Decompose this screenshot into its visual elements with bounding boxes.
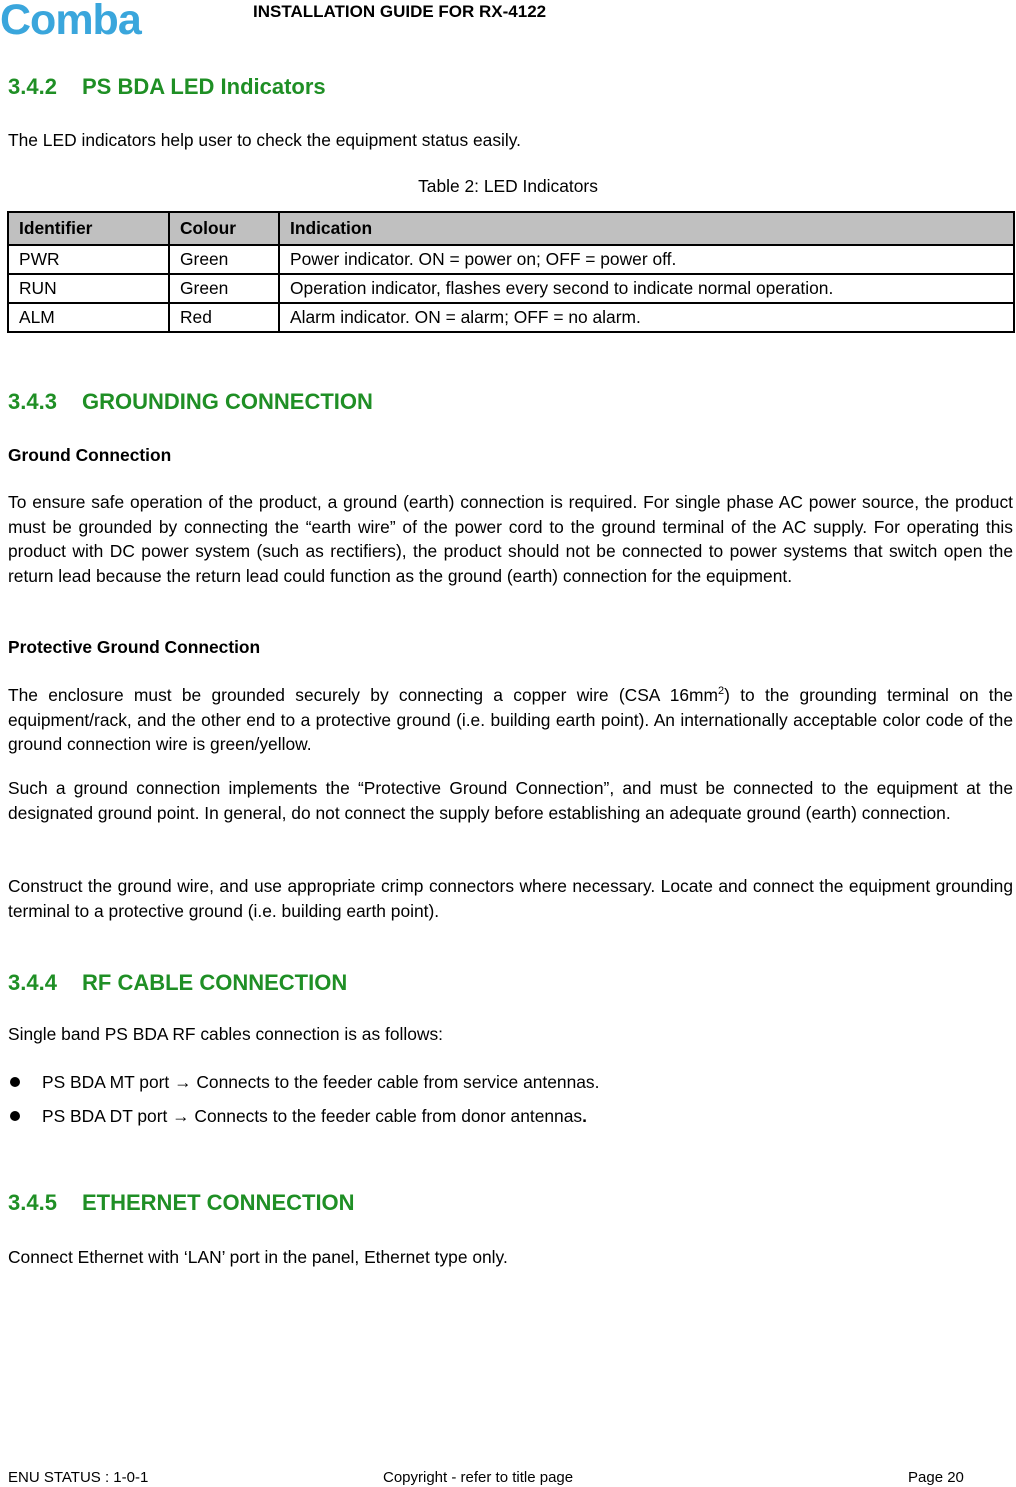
section-number: 3.4.2 xyxy=(8,74,57,99)
led-indicators-table xyxy=(7,211,1015,333)
section-heading-grounding xyxy=(8,389,373,415)
table-header-row xyxy=(8,212,1014,245)
table-cell: Power indicator. ON = power on; OFF = power off. xyxy=(279,245,1014,274)
list-item: PS BDA MT port → Connects to the feeder cable from service antennas. xyxy=(8,1072,599,1093)
table-cell: ALM xyxy=(8,303,169,332)
subheading-protective-ground: Protective Ground Connection xyxy=(8,637,261,657)
document-title: INSTALLATION GUIDE FOR RX-4122 xyxy=(253,2,547,21)
table-cell: Alarm indicator. ON = alarm; OFF = no alarm. xyxy=(279,303,1014,332)
section-title: PS BDA LED Indicators xyxy=(82,74,326,99)
list-item: PS BDA DT port → Connects to the feeder cable from donor antennas. xyxy=(8,1106,587,1127)
section-heading-ethernet xyxy=(8,1190,355,1216)
column-header: Identifier xyxy=(8,212,169,245)
section-number: 3.4.5 xyxy=(8,1190,57,1215)
comba-logo xyxy=(0,0,185,42)
table-row xyxy=(8,303,1014,332)
section-heading-rf xyxy=(8,970,347,996)
page-number: Page 20 xyxy=(908,1469,964,1486)
rf-intro: Single band PS BDA RF cables connection is as follows: xyxy=(8,1024,443,1044)
table-cell: Red xyxy=(169,303,279,332)
section-title: ETHERNET CONNECTION xyxy=(82,1190,355,1215)
table-row xyxy=(8,245,1014,274)
column-header: Indication xyxy=(279,212,1014,245)
table-row xyxy=(8,274,1014,303)
table-cell: PWR xyxy=(8,245,169,274)
footer-copyright: Copyright - refer to title page xyxy=(383,1469,574,1486)
ground-connection-paragraph: To ensure safe operation of the product, a ground (earth) connection is required. For single phase AC power source, the product must be grounded by connecting the “earth wire” of the power cord to the ground terminal of the AC supply. For operating this product with DC power system (such as rectifiers), the product should not be connected to power systems that switch open the return lead because the return lead could function as the ground (earth) connection for the equipment. xyxy=(8,492,1013,586)
section-title: GROUNDING CONNECTION xyxy=(82,389,373,414)
protective-ground-requirement-paragraph: Such a ground connection implements the “Protective Ground Connection”, and must be connected to the equipment at the designated ground point. In general, do not connect the supply before establishing an adequate ground (earth) connection. xyxy=(8,778,1013,823)
table-cell: Green xyxy=(169,274,279,303)
superscript: 2 xyxy=(718,685,725,698)
ethernet-intro: Connect Ethernet with ‘LAN’ port in the panel, Ethernet type only. xyxy=(8,1247,508,1267)
table-cell: Green xyxy=(169,245,279,274)
footer-status: ENU STATUS : 1-0-1 xyxy=(8,1469,149,1486)
section-number: 3.4.3 xyxy=(8,389,57,414)
subheading-ground-connection: Ground Connection xyxy=(8,445,172,465)
section-number: 3.4.4 xyxy=(8,970,57,995)
column-header: Colour xyxy=(169,212,279,245)
arrow-right-icon: → xyxy=(172,1106,190,1126)
protective-ground-paragraph: The enclosure must be grounded securely by connecting a copper wire (CSA $16mm^2$) to the grounding terminal on the equipment/rack, and the other end to a protective ground (i.e. building earth point). An internationally acceptable color code of the ground connection wire is green/yellow. xyxy=(8,685,1013,754)
ground-wire-paragraph: Construct the ground wire, and use appropriate crimp connectors where necessary. Locate and connect the equipment grounding terminal to a protective ground (i.e. building earth point). xyxy=(8,876,1013,921)
table-cell: Operation indicator, flashes every second to indicate normal operation. xyxy=(279,274,1014,303)
section-heading-led xyxy=(8,74,326,100)
section-title: RF CABLE CONNECTION xyxy=(82,970,348,995)
table-caption: Table 2: LED Indicators xyxy=(418,176,598,196)
table-cell: RUN xyxy=(8,274,169,303)
svg-text:Comba: Comba xyxy=(0,0,141,42)
led-intro: The LED indicators help user to check the equipment status easily. xyxy=(8,130,521,150)
bullet-icon xyxy=(10,1111,20,1121)
bullet-icon xyxy=(10,1077,20,1087)
arrow-right-icon: → xyxy=(174,1072,192,1092)
